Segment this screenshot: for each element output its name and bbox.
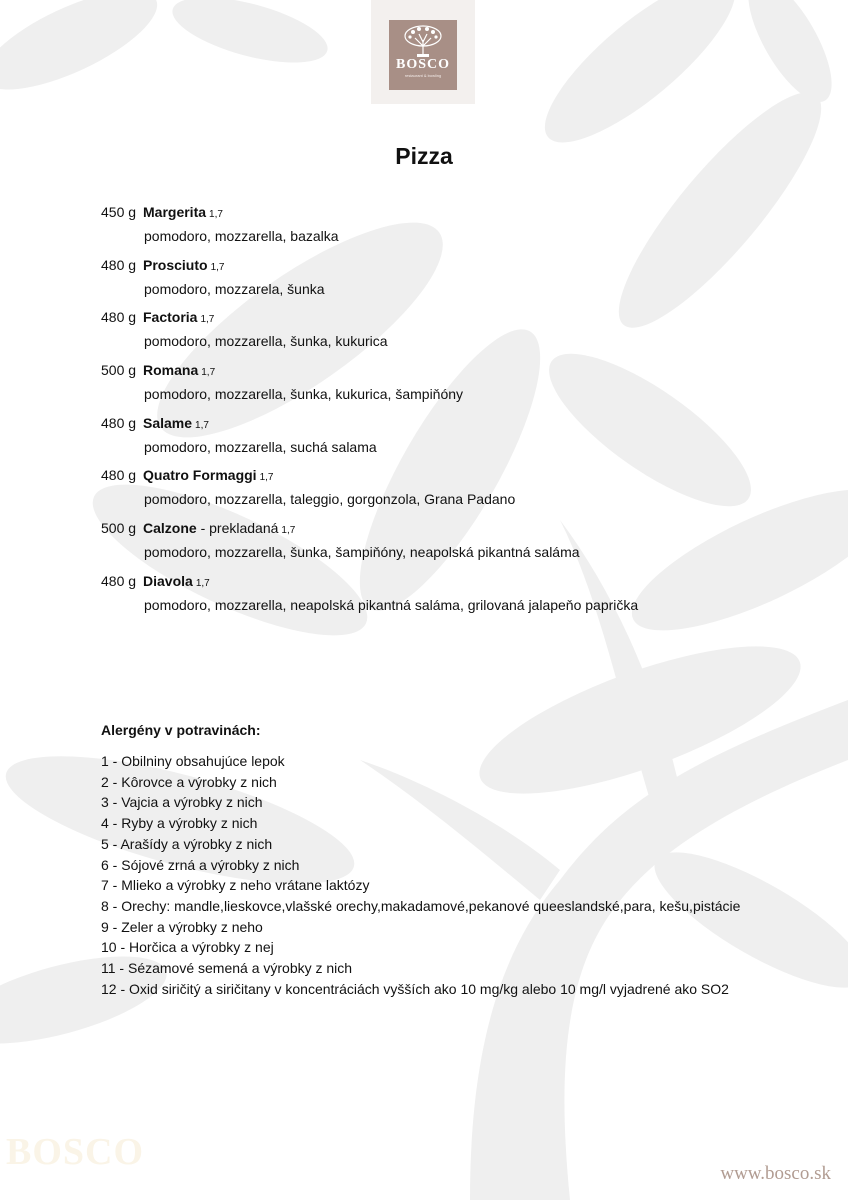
menu-item-header <box>101 359 801 384</box>
menu-item <box>101 306 801 359</box>
item-weight: 480 g <box>101 467 137 484</box>
menu-item <box>101 201 801 254</box>
logo-tile <box>389 20 457 90</box>
item-weight: 480 g <box>101 309 137 326</box>
item-weight: 480 g <box>101 256 137 273</box>
allergen-item: 4 - Ryby a výrobky z nich <box>101 815 258 832</box>
item-allergen-codes: 1,7 <box>259 472 274 484</box>
brand-logo <box>371 0 475 104</box>
allergens-section <box>101 719 801 999</box>
menu-item <box>101 359 801 412</box>
item-description: pomodoro, mozzarella, bazalka <box>144 228 339 244</box>
item-description: pomodoro, mozzarella, šunka, kukurica <box>144 333 388 350</box>
menu-item-header <box>101 464 801 489</box>
menu-item-header <box>101 570 801 595</box>
menu-item-header <box>101 254 801 279</box>
item-allergen-codes: 1,7 <box>210 261 225 273</box>
allergen-item: 1 - Obilniny obsahujúce lepok <box>101 753 285 769</box>
allergen-item: 8 - Orechy: mandle,lieskovce,vlašské orechy,makadamové,pekanové queeslandské,para, kešu,pistácie <box>101 897 741 914</box>
item-description: pomodoro, mozzarella, suchá salama <box>144 438 377 455</box>
item-allergen-codes: 1,7 <box>195 577 210 589</box>
item-name: Prosciuto <box>143 256 208 273</box>
logo-tagline: restaurant & bowling <box>404 73 442 78</box>
menu-item <box>101 517 801 570</box>
allergen-item: 11 - Sézamové semená a výrobky z nich <box>101 960 353 977</box>
item-name: Quatro Formaggi <box>143 467 257 484</box>
item-allergen-codes: 1,7 <box>209 209 223 220</box>
item-weight: 450 g <box>101 204 137 220</box>
item-allergen-codes: 1,7 <box>195 419 209 431</box>
menu-item <box>101 412 801 465</box>
item-weight: 500 g <box>101 362 137 379</box>
page-title: Pizza <box>395 143 453 169</box>
item-allergen-codes: 1,7 <box>200 314 215 326</box>
website-url: www.bosco.sk <box>720 1163 831 1184</box>
menu-item <box>101 464 801 517</box>
item-weight: 500 g <box>101 520 137 537</box>
footer-watermark-logo: BOSCO <box>6 1131 145 1173</box>
menu-item-header <box>101 201 801 226</box>
item-description: pomodoro, mozzarela, šunka <box>144 280 325 297</box>
allergen-item: 2 - Kôrovce a výrobky z nich <box>101 773 277 790</box>
item-name: Diavola <box>143 572 193 589</box>
logo-name: BOSCO <box>395 57 450 72</box>
item-weight: 480 g <box>101 572 137 589</box>
allergen-item: 12 - Oxid siričitý a siričitany v koncentráciách vyšších ako 10 mg/kg alebo 10 mg/l vyjadrené ako SO2 <box>101 980 729 997</box>
allergen-item: 7 - Mlieko a výrobky z neho vrátane laktózy <box>101 877 370 894</box>
allergen-list <box>101 751 801 999</box>
allergen-item: 9 - Zeler a výrobky z neho <box>101 918 263 935</box>
item-name-extra: - prekladaná <box>196 520 279 537</box>
item-name: Factoria <box>143 309 198 326</box>
item-weight: 480 g <box>101 414 137 431</box>
item-name: Margerita <box>143 204 207 220</box>
allergen-item: 3 - Vajcia a výrobky z nich <box>101 794 263 811</box>
menu-item-header <box>101 412 801 437</box>
item-description: pomodoro, mozzarella, šunka, šampiňóny, neapolská pikantná saláma <box>144 544 580 561</box>
allergen-item: 5 - Arašídy a výrobky z nich <box>101 835 273 852</box>
allergens-title: Alergény v potravinách: <box>101 722 261 738</box>
menu-item-header <box>101 306 801 331</box>
menu-item <box>101 570 801 623</box>
allergen-item: 6 - Sójové zrná a výrobky z nich <box>101 856 300 873</box>
menu-item-header <box>101 517 801 542</box>
item-description: pomodoro, mozzarella, šunka, kukurica, šampiňóny <box>144 386 464 403</box>
menu-item <box>101 254 801 307</box>
item-name: Romana <box>143 362 199 379</box>
item-name: Salame <box>143 414 193 431</box>
pizza-menu-list <box>101 201 801 623</box>
item-description: pomodoro, mozzarella, taleggio, gorgonzola, Grana Padano <box>144 491 516 508</box>
item-description: pomodoro, mozzarella, neapolská pikantná saláma, grilovaná jalapeňo paprička <box>144 596 639 613</box>
item-allergen-codes: 1,7 <box>281 525 296 537</box>
item-allergen-codes: 1,7 <box>201 367 216 379</box>
item-name: Calzone <box>143 520 197 537</box>
allergen-item: 10 - Horčica a výrobky z nej <box>101 939 274 956</box>
tree-icon <box>401 24 445 58</box>
